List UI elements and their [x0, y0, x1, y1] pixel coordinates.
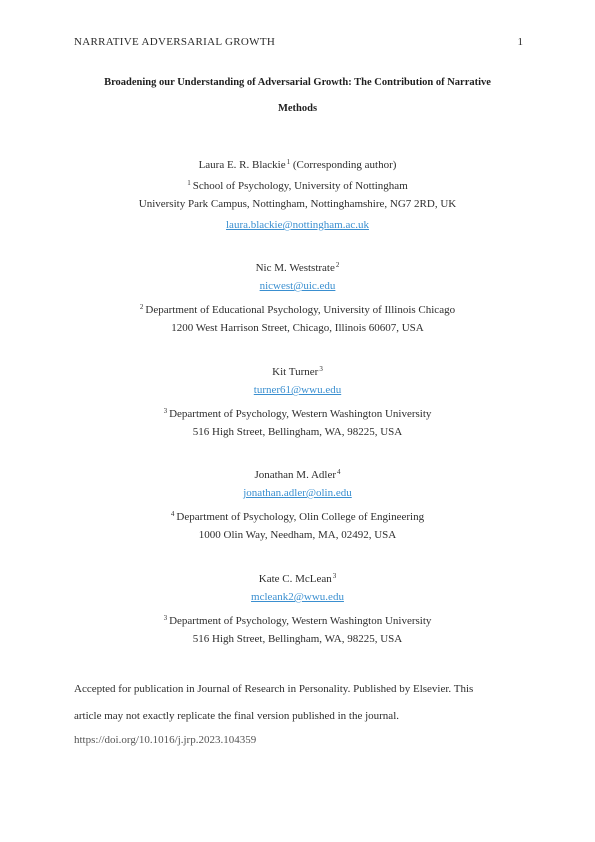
- author-name: Kate C. McLean$^3$: [258, 572, 337, 585]
- author-block-adler: [0, 462, 595, 546]
- author-superscript: 2: [335, 261, 340, 269]
- paper-title-line-2: Methods: [277, 103, 318, 114]
- author-email-link[interactable]: mcleank2@wwu.edu: [251, 591, 344, 603]
- author-email-row: [0, 483, 595, 504]
- author-email-row: [0, 215, 595, 236]
- author-block-weststrate: [0, 255, 595, 339]
- author-block-blackie: [0, 152, 595, 236]
- author-block-turner: [0, 359, 595, 443]
- paper-title: [60, 70, 535, 122]
- author-affiliation: $^3$ Department of Psychology, Western Washington University: [163, 614, 432, 627]
- author-email-row: [0, 276, 595, 297]
- author-affiliation: $^4$ Department of Psychology, Olin College of Engineering: [170, 510, 425, 523]
- author-affiliation: $^1$ School of Psychology, University of Nottingham: [187, 179, 408, 192]
- author-address: 516 High Street, Bellingham, WA, 98225, USA: [192, 633, 403, 645]
- author-superscript: 4: [337, 468, 341, 476]
- author-note: (Corresponding author): [290, 159, 397, 171]
- author-superscript: 1: [286, 158, 291, 166]
- author-name: Kit Turner$^3$: [272, 365, 323, 378]
- author-name: Laura E. R. Blackie$^1$ (Corresponding author): [198, 158, 397, 171]
- author-email-link[interactable]: jonathan.adler@olin.edu: [243, 487, 352, 499]
- author-email-row: [0, 380, 595, 401]
- running-head: NARRATIVE ADVERSARIAL GROWTH: [74, 36, 276, 48]
- doi-link[interactable]: https://doi.org/10.1016/j.jrp.2023.104359: [74, 734, 257, 746]
- author-affiliation: $^3$ Department of Psychology, Western Washington University: [163, 407, 432, 420]
- author-address: University Park Campus, Nottingham, Nottinghamshire, NG7 2RD, UK: [138, 198, 457, 210]
- paper-title-line-1: Broadening our Understanding of Adversarial Growth: The Contribution of Narrative: [104, 77, 491, 88]
- author-affiliation: $^2$ Department of Educational Psychology, University of Illinois Chicago: [139, 303, 456, 316]
- author-email-row: [0, 587, 595, 608]
- author-name: Jonathan M. Adler$^4$: [254, 468, 341, 481]
- author-address: 1200 West Harrison Street, Chicago, Illinois 60607, USA: [171, 322, 424, 334]
- author-email-link[interactable]: turner61@wwu.edu: [253, 384, 342, 396]
- page-number: 1: [517, 36, 523, 48]
- author-block-mclean: [0, 566, 595, 650]
- author-address: 1000 Olin Way, Needham, MA, 02492, USA: [198, 529, 397, 541]
- publication-note: [74, 676, 529, 730]
- author-email-link[interactable]: laura.blackie@nottingham.ac.uk: [226, 219, 369, 231]
- publication-note-line-2: article may not exactly replicate the final version published in the journal.: [74, 710, 399, 722]
- publication-note-line-1: Accepted for publication in Journal of Research in Personality. Published by Elsevier. This: [74, 683, 474, 695]
- author-email-link[interactable]: nicwest@uic.edu: [259, 280, 336, 292]
- author-superscript: 3: [332, 572, 337, 580]
- author-superscript: 3: [319, 365, 323, 373]
- author-name: Nic M. Weststrate$^2$: [255, 261, 340, 274]
- author-address: 516 High Street, Bellingham, WA, 98225, USA: [192, 426, 403, 438]
